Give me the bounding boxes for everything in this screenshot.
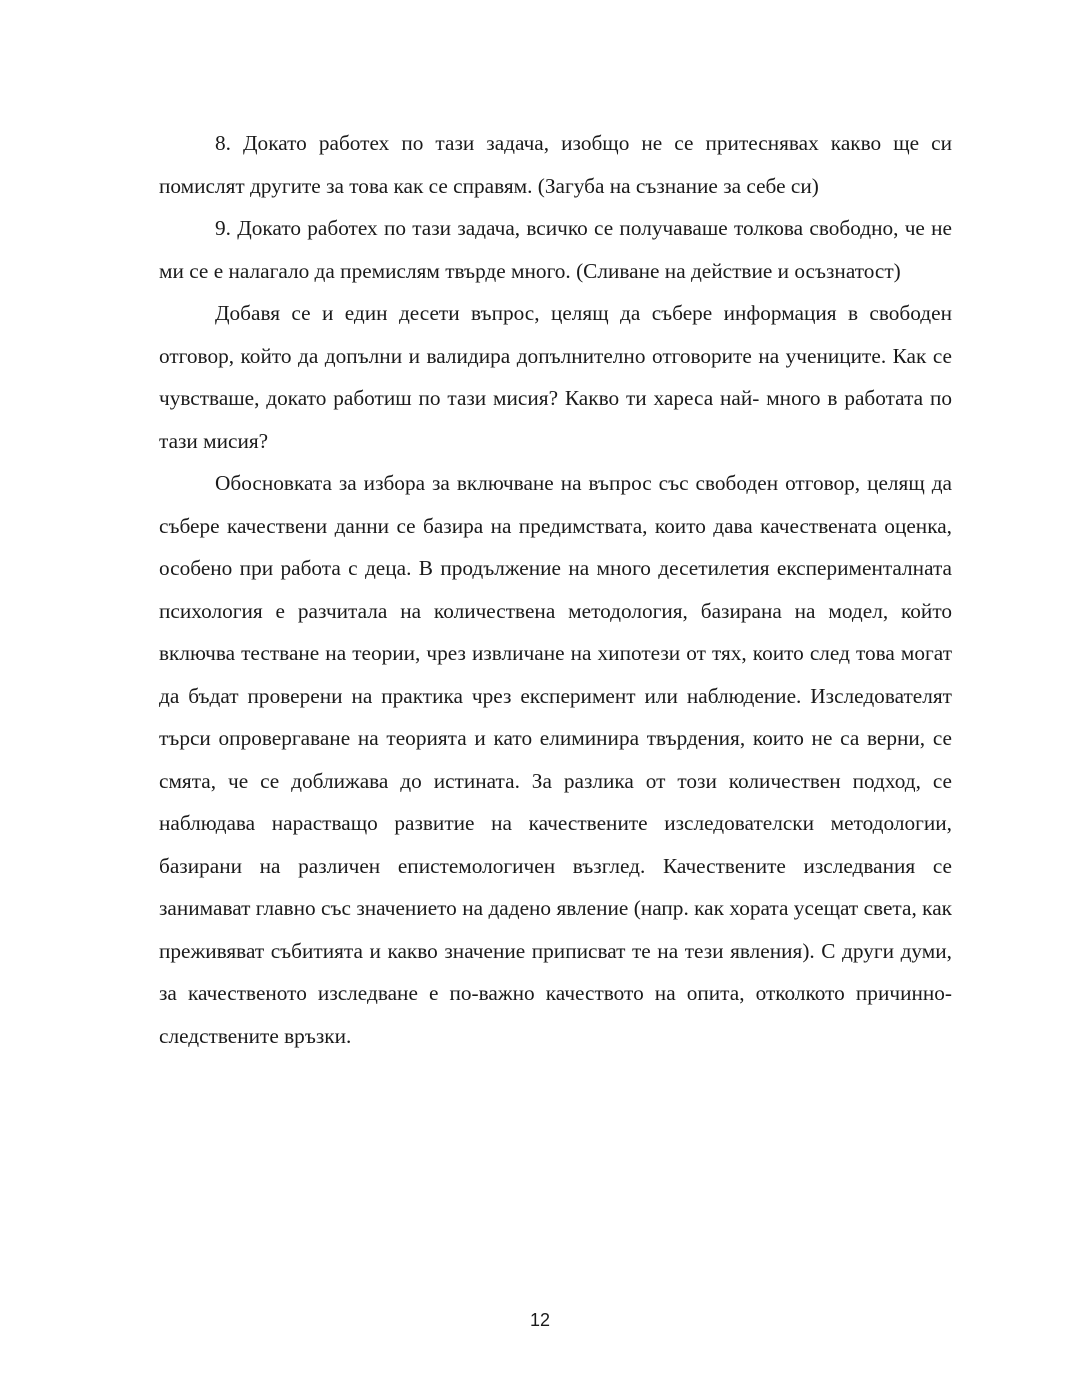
page-number: 12 [529,1310,551,1330]
paragraph-rationale: Обосновката за избора за включване на въпрос със свободен отговор, целящ да събере качествени данни се базира на предимствата, които дава качествената оценка, особено при работа с деца. В продължение на много десетилетия експерименталната психология е разчитала на количествена методология, базирана на модел, който включва тестване на теории, чрез извличане на хипотези от тях, които след това могат да бъдат проверени на практика чрез експеримент или наблюдение. Изследователят търси опровергаване на теорията и като елиминира твърдения, които не са верни, се смята, че се доближава до истината. За разлика от този количествен подход, се наблюдава нарастващо развитие на качествените изследователски методологии, базирани на различен епистемологичен възглед. Качествените изследвания се занимават главно със значението на дадено явление (напр. как хората усещат света, как преживяват събитията и какво значение приписват те на тези явления). С други думи, за качественото изследване е по-важно качеството на опита, отколкото причинно-следствените връзки. [159,471,952,1048]
paragraph-tenth-question: Добавя се и един десети въпрос, целящ да събере информация в свободен отговор, който да допълни и валидира допълнително отговорите на учениците. Как се чувстваше, докато работиш по тази мисия? Какво ти хареса най- много в работата по тази мисия? [159,301,952,453]
paragraph-item-8: 8. Докато работех по тази задача, изобщо не се притеснявах какво ще си помислят другите за това как се справям. (Загуба на съзнание за себе си) [159,131,952,198]
paragraph-item-9: 9. Докато работех по тази задача, всичко се получаваше толкова свободно, че не ми се е налагало да премислям твърде много. (Сливане на действие и осъзнатост) [159,216,952,283]
body-text [159,122,952,1057]
